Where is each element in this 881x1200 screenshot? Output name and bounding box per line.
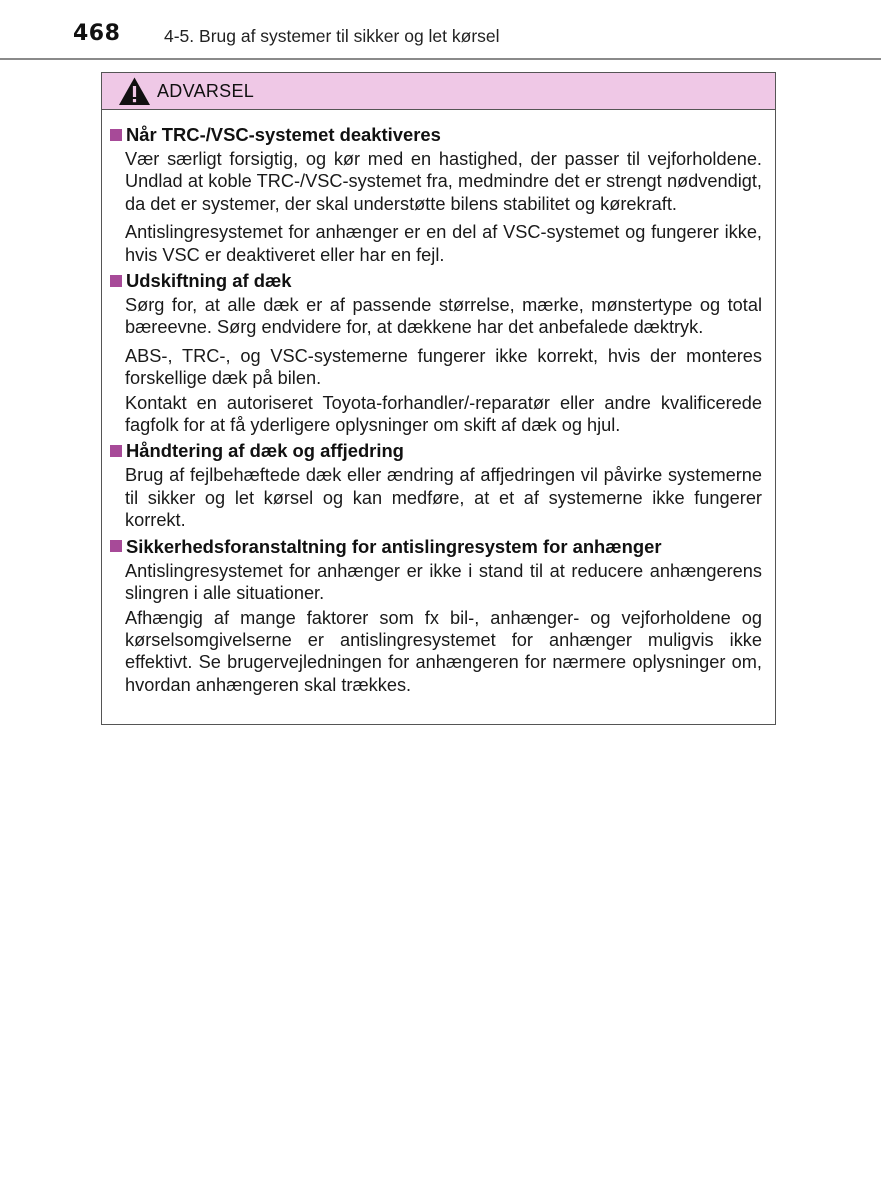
warning-label: ADVARSEL	[157, 80, 255, 101]
paragraph: Antislingresystemet for anhænger er en del af VSC-systemet og fungerer ikke, hvis VSC er deaktiveret eller har en fejl.	[125, 222, 762, 265]
bullet-square-icon	[110, 275, 122, 287]
warning-box	[101, 72, 776, 725]
warning-header	[102, 73, 775, 110]
item-title-text: Sikkerhedsforanstaltning for antislingresystem for anhænger	[126, 535, 662, 557]
item-title-trc-vsc	[110, 123, 762, 146]
paragraph: Afhængig af mange faktorer som fx bil-, anhænger- og vejforholdene og kørselsomgivelserne er antislingresystemet for anhænger muligvis ikke effektivt. Se brugervejledningen for anhængeren for nærmere oplysninger om, hvordan anhængeren skal trækkes.	[125, 607, 762, 695]
paragraph: Vær særligt forsigtig, og kør med en hastighed, der passer til vejforholdene. Undlad at koble TRC-/VSC-systemet fra, medmindre det er strengt nødvendigt, da det er systemer, der skal understøtte bilens stabilitet og kørekraft.	[125, 149, 762, 214]
item-title-text: Udskiftning af dæk	[126, 270, 292, 292]
section-title: 4-5. Brug af systemer til sikker og let kørsel	[164, 26, 500, 46]
paragraph: Kontakt en autoriseret Toyota-forhandler/-reparatør eller andre kvalificerede fagfolk for at få yderligere oplysninger om skift af dæk og hjul.	[125, 392, 762, 436]
item-title-tire-suspension	[110, 439, 762, 462]
warning-triangle-icon	[118, 76, 151, 106]
item-title-text: Håndtering af dæk og affjedring	[126, 440, 404, 462]
bullet-square-icon	[110, 129, 122, 141]
bullet-square-icon	[110, 445, 122, 457]
paragraph: ABS-, TRC-, og VSC-systemerne fungerer ikke korrekt, hvis der monteres forskellige dæk på bilen.	[125, 345, 762, 389]
page-number: 468	[73, 21, 121, 46]
paragraph: Brug af fejlbehæftede dæk eller ændring af affjedringen vil påvirke systemerne til sikker og let kørsel og kan medføre, at et af systemerne ikke fungerer korrekt.	[125, 465, 762, 531]
item-title-text: Når TRC-/VSC-systemet deaktiveres	[126, 124, 441, 145]
paragraph: Sørg for, at alle dæk er af passende størrelse, mærke, mønstertype og total bæreevne. Sørg endvidere for, at dækkene har det anbefalede dæktryk.	[125, 295, 762, 338]
paragraph: Antislingresystemet for anhænger er ikke i stand til at reducere anhængerens slingren i alle situationer.	[125, 560, 762, 604]
item-title-tire-replacement	[110, 269, 762, 292]
page-header	[0, 0, 881, 60]
bullet-square-icon	[110, 540, 122, 552]
item-title-trailer-sway	[110, 535, 762, 558]
warning-body	[102, 110, 775, 696]
